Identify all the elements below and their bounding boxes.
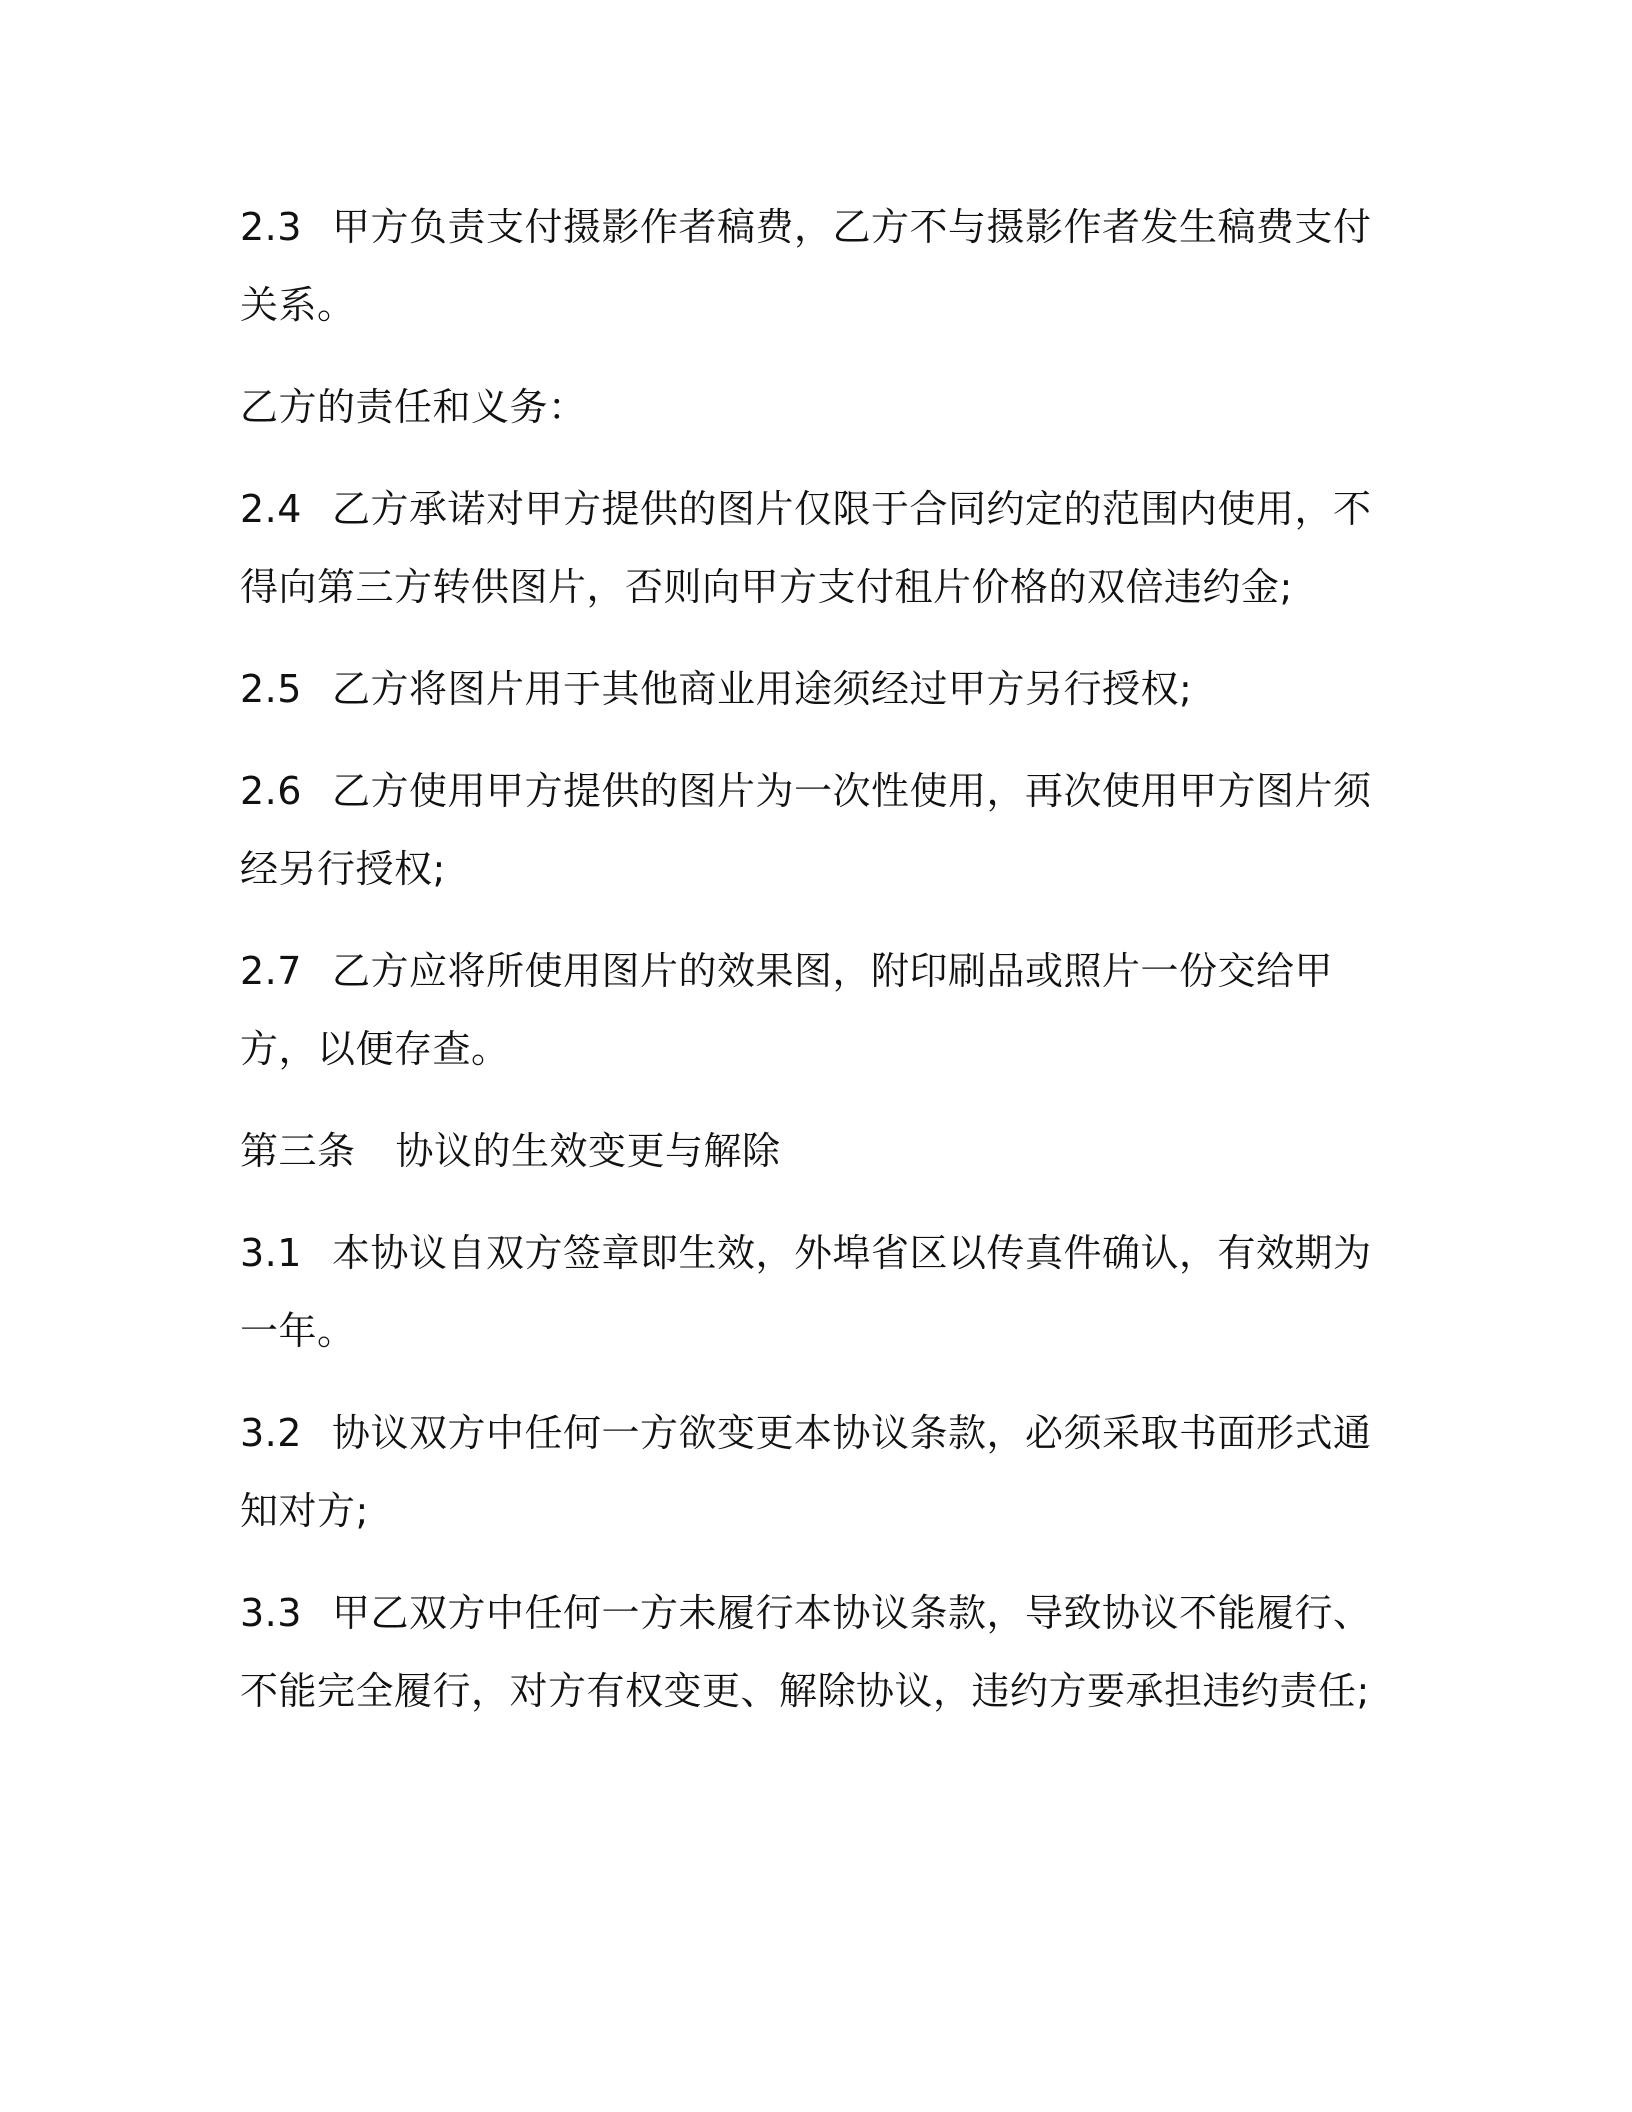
clause-text: 甲乙双方中任何一方未履行本协议条款，导致协议不能履行、不能完全履行，对方有权变更、解除协议，违约方要承担违约责任;	[240, 1591, 1372, 1713]
clause-text: 乙方应将所使用图片的效果图，附印刷品或照片一份交给甲方，以便存查。	[240, 949, 1334, 1071]
clause-number: 2.5	[240, 667, 302, 711]
clause-text: 本协议自双方签章即生效，外埠省区以传真件确认，有效期为一年。	[240, 1231, 1372, 1353]
clause-2-5	[240, 650, 1380, 728]
article-title: 协议的生效变更与解除	[395, 1129, 781, 1173]
subheading-text: 乙方的责任和义务：	[240, 385, 587, 429]
clause-2-7	[240, 932, 1380, 1088]
clause-text: 协议双方中任何一方欲变更本协议条款，必须采取书面形式通知对方;	[240, 1411, 1372, 1533]
clause-text: 乙方使用甲方提供的图片为一次性使用，再次使用甲方图片须经另行授权;	[240, 769, 1372, 891]
clause-number: 3.2	[240, 1411, 302, 1455]
article-number: 第三条	[240, 1129, 356, 1173]
clause-3-2	[240, 1394, 1380, 1550]
clause-number: 2.3	[240, 205, 302, 249]
clause-number: 2.7	[240, 949, 302, 993]
document-body	[240, 188, 1380, 1754]
clause-text: 乙方将图片用于其他商业用途须经过甲方另行授权;	[332, 667, 1193, 711]
clause-text: 甲方负责支付摄影作者稿费，乙方不与摄影作者发生稿费支付关系。	[240, 205, 1372, 327]
section-subheading	[240, 368, 1380, 446]
clause-2-3	[240, 188, 1380, 344]
clause-number: 3.3	[240, 1591, 302, 1635]
clause-2-4	[240, 470, 1380, 626]
clause-2-6	[240, 752, 1380, 908]
clause-3-3	[240, 1574, 1380, 1730]
clause-text: 乙方承诺对甲方提供的图片仅限于合同约定的范围内使用，不得向第三方转供图片，否则向甲方支付租片价格的双倍违约金;	[240, 487, 1372, 609]
clause-3-1	[240, 1214, 1380, 1370]
clause-number: 3.1	[240, 1231, 302, 1275]
article-heading	[240, 1112, 1380, 1190]
clause-number: 2.4	[240, 487, 302, 531]
clause-number: 2.6	[240, 769, 302, 813]
